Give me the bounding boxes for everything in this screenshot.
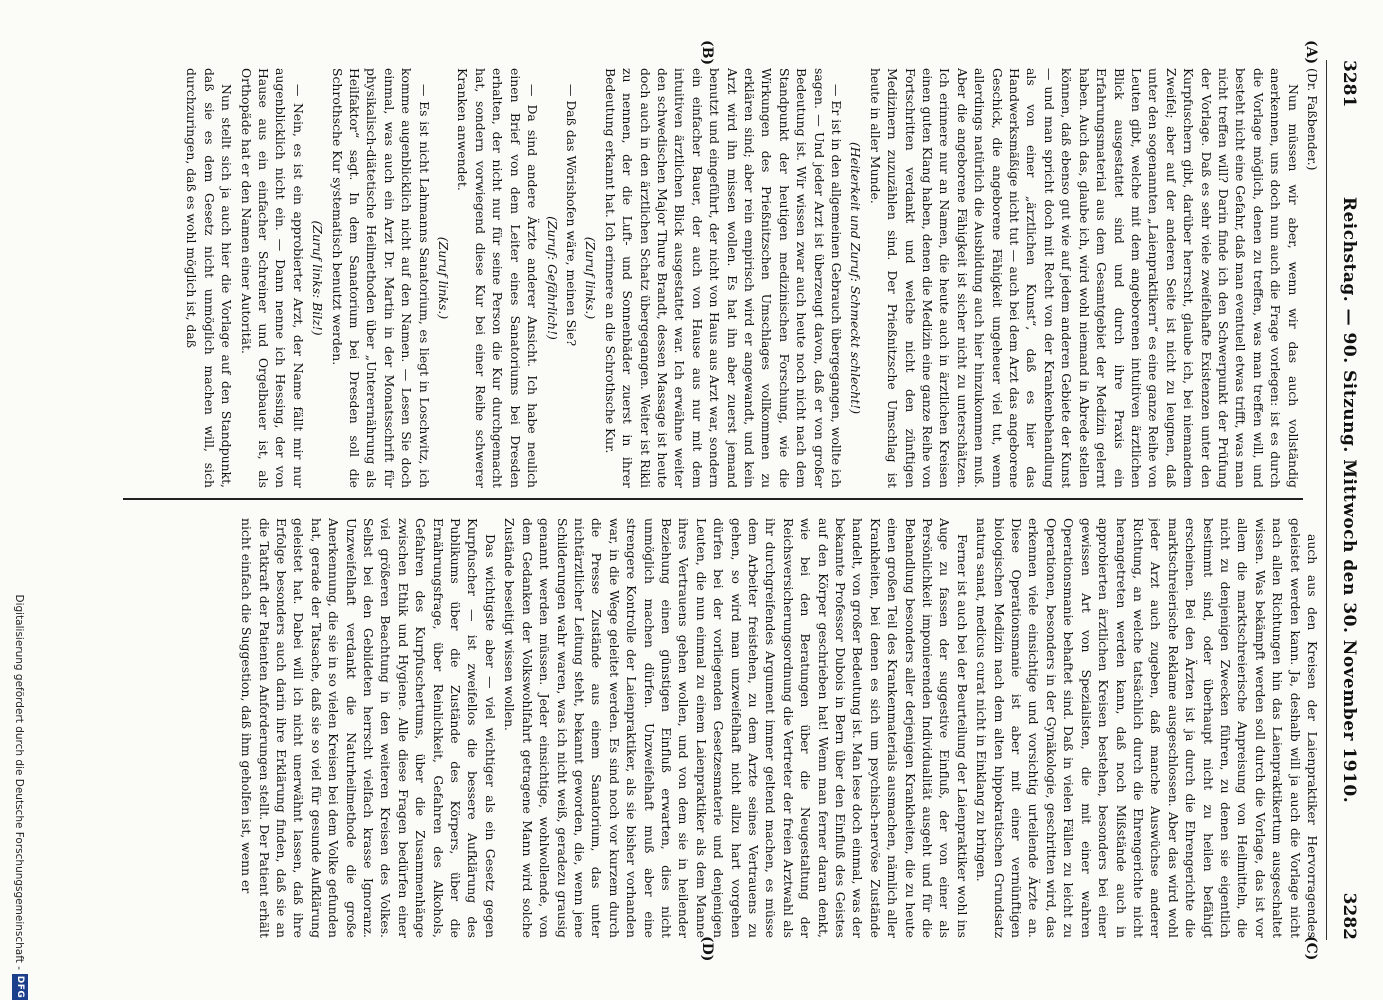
paragraph: — Da sind andere Ärzte anderer Ansicht. Ich habe neulich einen Brief von dem Leiter eines Sanatoriums bei Dresden erhalten, der nicht nur für seine Person die Kur durchgemacht hat, sondern vorwiegend diese Kur bei einer Reihe schwerer Kranken anwendet.: [455, 68, 541, 488]
interjection: (Heiterkeit und Zuruf: Schmeckt schlecht!): [848, 141, 864, 415]
paragraph: Das wichtigste aber — viel wichtiger als ein Gesetz gegen Kurpfuscher — ist zweifellos die bessere Aufklärung des Publikums über die Zustände des Körpers, über die Ernährungsfrage, über Reinlichkeit, Gefahren des Alkohols, Gefahren des Kurpfuschertums, über die Zusammenhänge zwischen Ethik und Hygiene. Alle diese Fragen bedürfen einer viel größeren Beachtung in den weiteren Kreisen des Volkes. Selbst bei den Gebildeten herrscht vielfach krasse Ignoranz. Unzweifelhaft verdankt die Naturheilmethode die große Anerkennung, die sie in so vielen Kreisen bei dem Volke gefunden hat, gerade der Tatsache, daß sie so viel für gesunde Aufklärung geleistet hat. Dabei will ich nicht unerwähnt lassen, daß ihre Erfolge besonders auch darin ihre Erklärung finden, daß sie an die Tatkraft der Patienten Anforderungen stellt. Der Patient erhält nicht einfach die Suggestion, daß ihm geholfen ist, wenn er: [239, 518, 498, 938]
paragraph: Ferner ist auch bei der Beurteilung der Laienpraktiker wohl ins Auge zu fassen der suggestive Einfluß, der von einer als Persönlichkeit imponierenden Individualität ausgeht und für die Behandlung besonders aller derjenigen Krankheiten, die zu heute einen großen Teil des Krankenmaterials ausmachen, nämlich aller Krankheiten, bei denen es sich um psychisch-nervöse Zustände handelt, von großer Bedeutung ist. Man lese doch einmal, was der bekannte Professor Dubois in Bern über den Einfluß des Geistes auf den Körper geschrieben hat! Wenn man ferner daran denkt, wie bei den Beratungen über die Neugestaltung der Reichsversicherungsordnung die Vertreter der freien Arztwahl als ihr durchgreifendes Argument immer geltend machen, es müsse dem Arbeiter freistehen, zu dem Arzte seines Vertrauens zu gehen, so wird man unzweifelhaft nicht allzu hart vorgehen dürfen bei der vorliegenden Gesetzesmaterie und denjenigen Leuten, die nun einmal zu einem Laienpraktiker als dem Manne ihres Vertrauens gehen wollen, und von dem sie in heilender Beziehung einen günstigen Einfluß erwarten, dies nicht unmöglich machen dürfen. Unzweifelhaft muß aber eine strengere Kontrolle der Laienpraktiker, als sie bisher vorhanden war, in die Wege geleitet werden. Es sind noch vor kurzem durch die Presse Zustände aus einem Sanatorium, das unter nichtärztlicher Leitung steht, bekannt geworden, die, wenn jene Schilderungen wahr waren, was ich nicht weiß, geradezu grausig genannt werden müssen. Jeder einsichtige, wohlwollende, von dem Gedanken der Volkswohlfahrt getragene Mann wird solche Zustände beseitigt wissen wollen.: [502, 518, 970, 938]
paragraph: Nun stellt sich ja auch hier die Vorlage auf den Standpunkt, daß sie es dem Gesetz nicht unmöglich machen will, sich durchzuringen, daß es wohl möglich ist, daß: [184, 68, 235, 488]
margin-mark-b: (B): [699, 40, 715, 66]
margin-mark-a: (A): [1303, 40, 1319, 65]
page-header: [1331, 60, 1365, 940]
credit-text: Digitalisierung gefördert durch die Deutsche Forschungsgemeinschaft -: [13, 594, 25, 970]
paragraph: — Daß das Wörishofen wäre, meinen Sie?: [563, 84, 579, 347]
paragraph: auch aus den Kreisen der Laienpraktiker Hervorragendes geleistet werden kann. Ja, deshalb will ja auch die Vorlage nicht nach allen Richtungen hin das Laienpraktikertum ausgeschaltet wissen. Was bekämpft werden soll durch die Vorlage, das ist vor allem die marktschreierische Anpreisung von Heilmitteln, die nicht zu denjenigen Zwecken führen, zu denen sie eigentlich bestimmt sind, oder überhaupt nicht zu heilen befähigt erscheinen. Bei den Ärzten ist ja durch die Ehrengerichte die marktschreierische Reklame ausgeschlossen. Aber das wird wohl jeder Arzt auch zugeben, daß manche Auswüchse anderer Richtung, an welche tatsächlich durch die Ehrengerichte nicht herangetreten werden kann, daß noch Mißstände auch in approbierten ärztlichen Kreisen bestehen, besonders bei einer gewissen Art von Spezialisten, die mit einer wahren Operationsmanie behaftet sind. Daß in vielen Fällen zu leicht zu Operationen, besonders in der Gynäkologie, geschritten wird, das erkennen viele einsichtige und vorsichtig urteilende Ärzte an. Diese Operationsmanie ist aber mit einer vernünftigen biologischen Medizin nach dem alten hippokratischen Grundsatz natura sanat, medicus curat nicht in Einklang zu bringen.: [974, 518, 1320, 938]
column-divider: [123, 498, 1303, 500]
page-number-left: 3281: [1339, 60, 1359, 108]
interjection: (Zuruf: Gefährlich!): [544, 216, 560, 340]
interjection: (Zuruf links.): [436, 236, 452, 320]
paragraph: — Es ist nicht Lahmanns Sanatorium, es liegt in Loschwitz, ich komme augenblicklich nicht auf den Namen. — Lesen Sie doch einmal, was auch ein Arzt Dr. Martin in der Monatsschrift für physikalisch-diätetische Heilmethoden über „Unterernährung als Heilfaktor“ sagt. In dem Sanatorium bei Dresden soll die Schrothsche Kur systematisch benutzt werden.: [329, 68, 432, 488]
paragraph: — Er ist in den allgemeinen Gebrauch übergegangen, wollte ich sagen. — Und jeder Arzt ist überzeugt davon, daß er von großer Bedeutung ist. Wir wissen zwar auch heute noch nicht nach dem Standpunkt der heutigen medizinischen Forschung, wie die Wirkungen des Prießnitzschen Umschlages vollkommen zu erklären sind; aber rein empirisch wird er angewandt, und kein Arzt wird ihn missen wollen. Es hat ihn aber zuerst jemand benutzt und eingeführt, der nicht von Haus aus Arzt war, sondern ein einfacher Bauer, der auch von Hause aus nur mit dem intuitiven ärztlichen Blick ausgestattet war. Ich erwähne weiter den schwedischen Major Thure Brandt, dessen Massage ist heute doch auch in den ärztlichen Schatz übergegangen. Weiter ist Rikli zu nennen, der die Luft- und Sonnenbäder zuerst in ihrer Bedeutung erkannt hat. Ich erinnere an die Schrothsche Kur.: [602, 68, 845, 488]
page-title: Reichstag. — 90. Sitzung. Mittwoch den 30. November 1910.: [1339, 196, 1359, 804]
digitization-credit: [8, 540, 30, 1000]
page-number-right: 3282: [1339, 892, 1359, 940]
paragraph: Nun müssen wir aber, wenn wir das auch vollständig anerkennen, uns doch nun auch die Frage vorlegen: ist es durch die Vorlage möglich, denen zu treffen, was man treffen will, und besteht nicht eine Gefahr, daß man eventuell etwas trifft, was man nicht treffen will? Darin finde ich den Schwerpunkt der Prüfung der Vorlage. Daß es sehr viele zweifelhafte Existenzen unter den Kurpfuschern gibt, darüber herrscht, glaube ich, bei niemandem Zweifel; aber auf der anderen Seite ist nicht zu leugnen, daß unter den sogenannten „Laienpraktikern“ es eine ganze Reihe von Leuten gibt, welche mit dem angeborenen intuitiven ärztlichen Blick ausgestattet sind und durch ihre Praxis ein Erfahrungsmaterial aus dem Gesamtgebiet der Medizin gelernt haben. Auch das, glaube ich, wird wohl niemand in Abrede stellen können, daß ebenso gut wie auf jedem anderen Gebiete der Kunst — und man spricht doch mit Recht von der Krankenbehandlung als von einer „ärztlichen Kunst“, daß es hier das Handwerksmäßige nicht tut — auch bei dem Arzt das angeborene Geschick, die angeborene Fähigkeit ungeheuer viel tut, wenn allerdings natürlich die Ausbildung auch hier hinzukommen muß. Aber die angeborene Fähigkeit ist sicher nicht zu unterschätzen. Ich erinnere nur an Namen, die heute auch in ärztlichen Kreisen einen guten Klang haben, denen die Medizin eine ganze Reihe von Fortschritten verdankt und welche nicht den zünftigen Medizinern zuzuzählen sind. Der Prießnitzsche Umschlag ist heute in aller Munde.: [867, 68, 1301, 488]
dfg-logo: DFG: [12, 974, 28, 1000]
interjection: (Zuruf links: Bilz!): [310, 220, 326, 336]
paragraph: — Nein, es ist ein approbierter Arzt, der Name fällt mir nur augenblicklich nicht ein. — Dann nenne ich Hessing, der von Hause aus ein einfacher Schreiner und Orgelbauer ist, als Orthopäde hat er den Namen einer Autorität.: [238, 68, 306, 488]
left-text-column: [76, 68, 1321, 488]
speaker-label: (Dr. Faßbender.): [1305, 68, 1320, 171]
header-rule: [1326, 60, 1327, 940]
interjection: (Zuruf links.): [583, 236, 599, 320]
right-text-column: [76, 518, 1321, 938]
margin-mark-c: (C): [1303, 936, 1319, 961]
margin-mark-d: (D): [699, 936, 715, 962]
